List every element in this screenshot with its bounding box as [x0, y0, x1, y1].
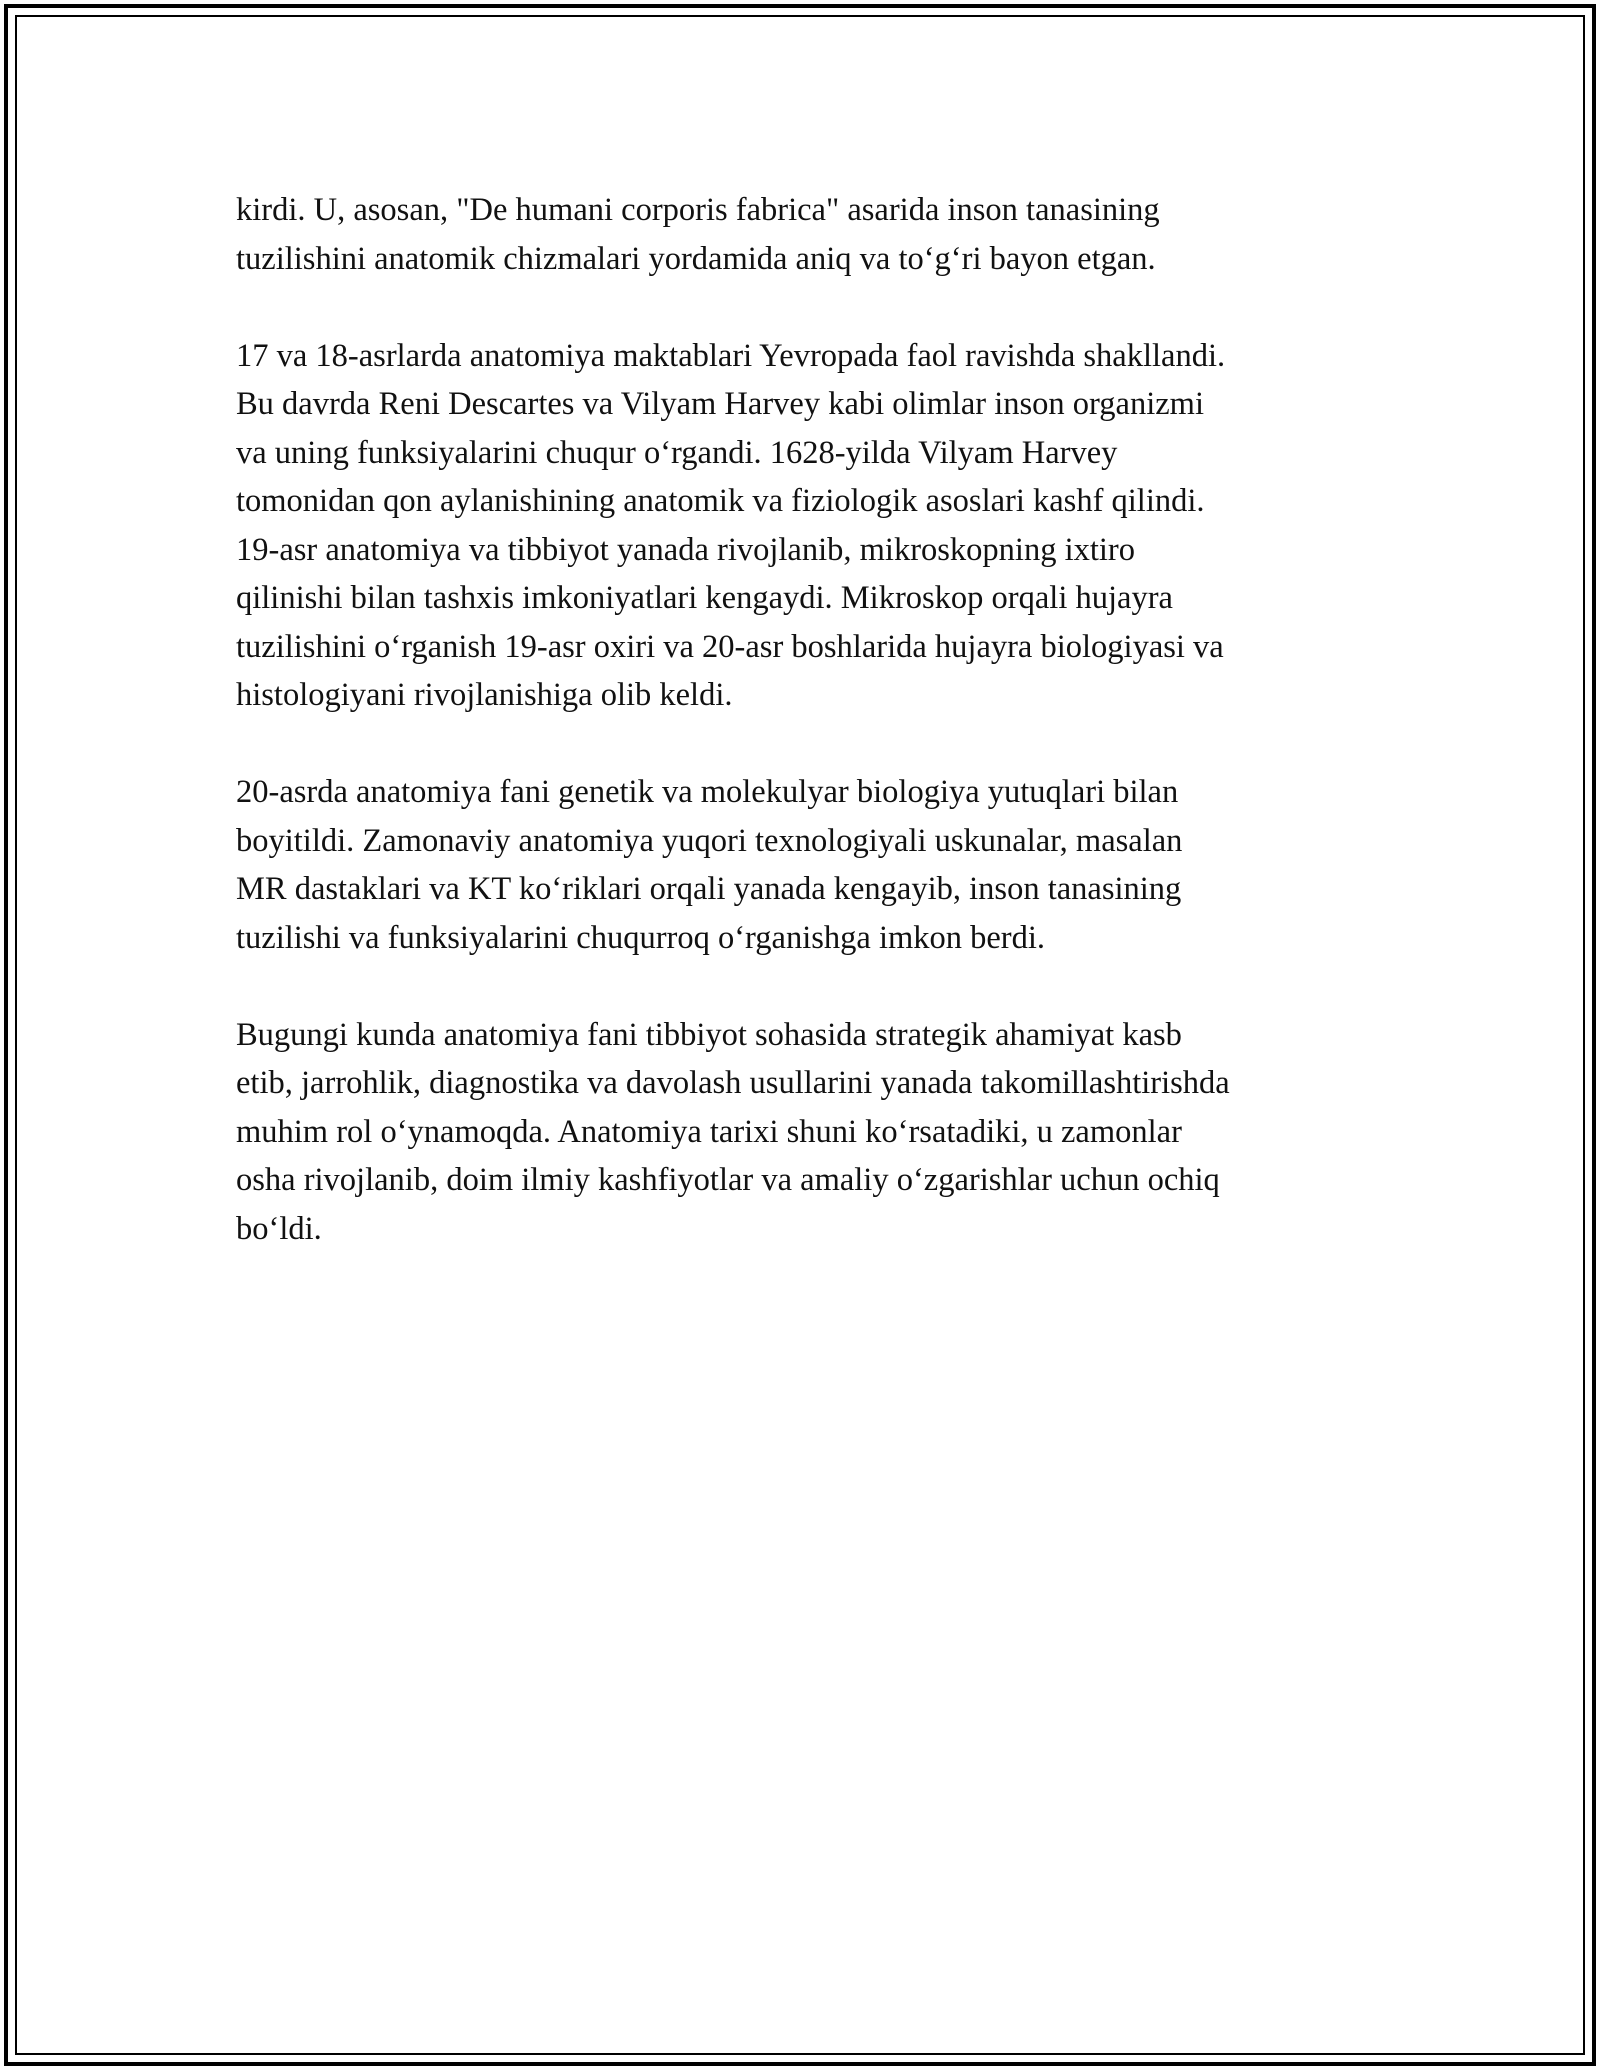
paragraph-4: Bugungi kunda anatomiya fani tibbiyot sohasida strategik ahamiyat kasb etib, jarrohlik, diagnostika va davolash usullarini yanada takomillashtirishda muhim rol o‘ynamoqda. Anatomiya tarixi shuni ko‘rsatadiki, u zamonlar osha rivojlanib, doim ilmiy kashfiyotlar va amaliy o‘zgarishlar uchun ochiq bo‘ldi. [236, 1016, 1230, 1247]
paragraph-2: 17 va 18-asrlarda anatomiya maktablari Yevropada faol ravishda shakllandi. Bu davrda Reni Descartes va Vilyam Harvey kabi olimlar inson organizmi va uning funksiyalarini chuqur o‘rgandi. 1628-yilda Vilyam Harvey tomonidan qon aylanishining anatomik va fiziologik asoslari kashf qilindi. 19-asr anatomiya va tibbiyot yanada rivojlanib, mikroskopning ixtiro qilinishi bilan tashxis imkoniyatlari kengaydi. Mikroskop orqali hujayra tuzilishini o‘rganish 19-asr oxiri va 20-asr boshlarida hujayra biologiyasi va histologiyani rivojlanishiga olib keldi. [236, 337, 1226, 713]
document-body [236, 186, 1366, 1302]
paragraph-1: kirdi. U, asosan, "De humani corporis fabrica" asarida inson tanasining tuzilishini anatomik chizmalari yordamida aniq va to‘g‘ri bayon etgan. [236, 192, 1160, 277]
paragraph-3: 20-asrda anatomiya fani genetik va molekulyar biologiya yutuqlari bilan boyitildi. Zamonaviy anatomiya yuqori texnologiyali uskunalar, masalan MR dastaklari va KT ko‘riklari orqali yanada kengayib, inson tanasining tuzilishi va funksiyalarini chuqurroq o‘rganishga imkon berdi. [236, 774, 1183, 956]
